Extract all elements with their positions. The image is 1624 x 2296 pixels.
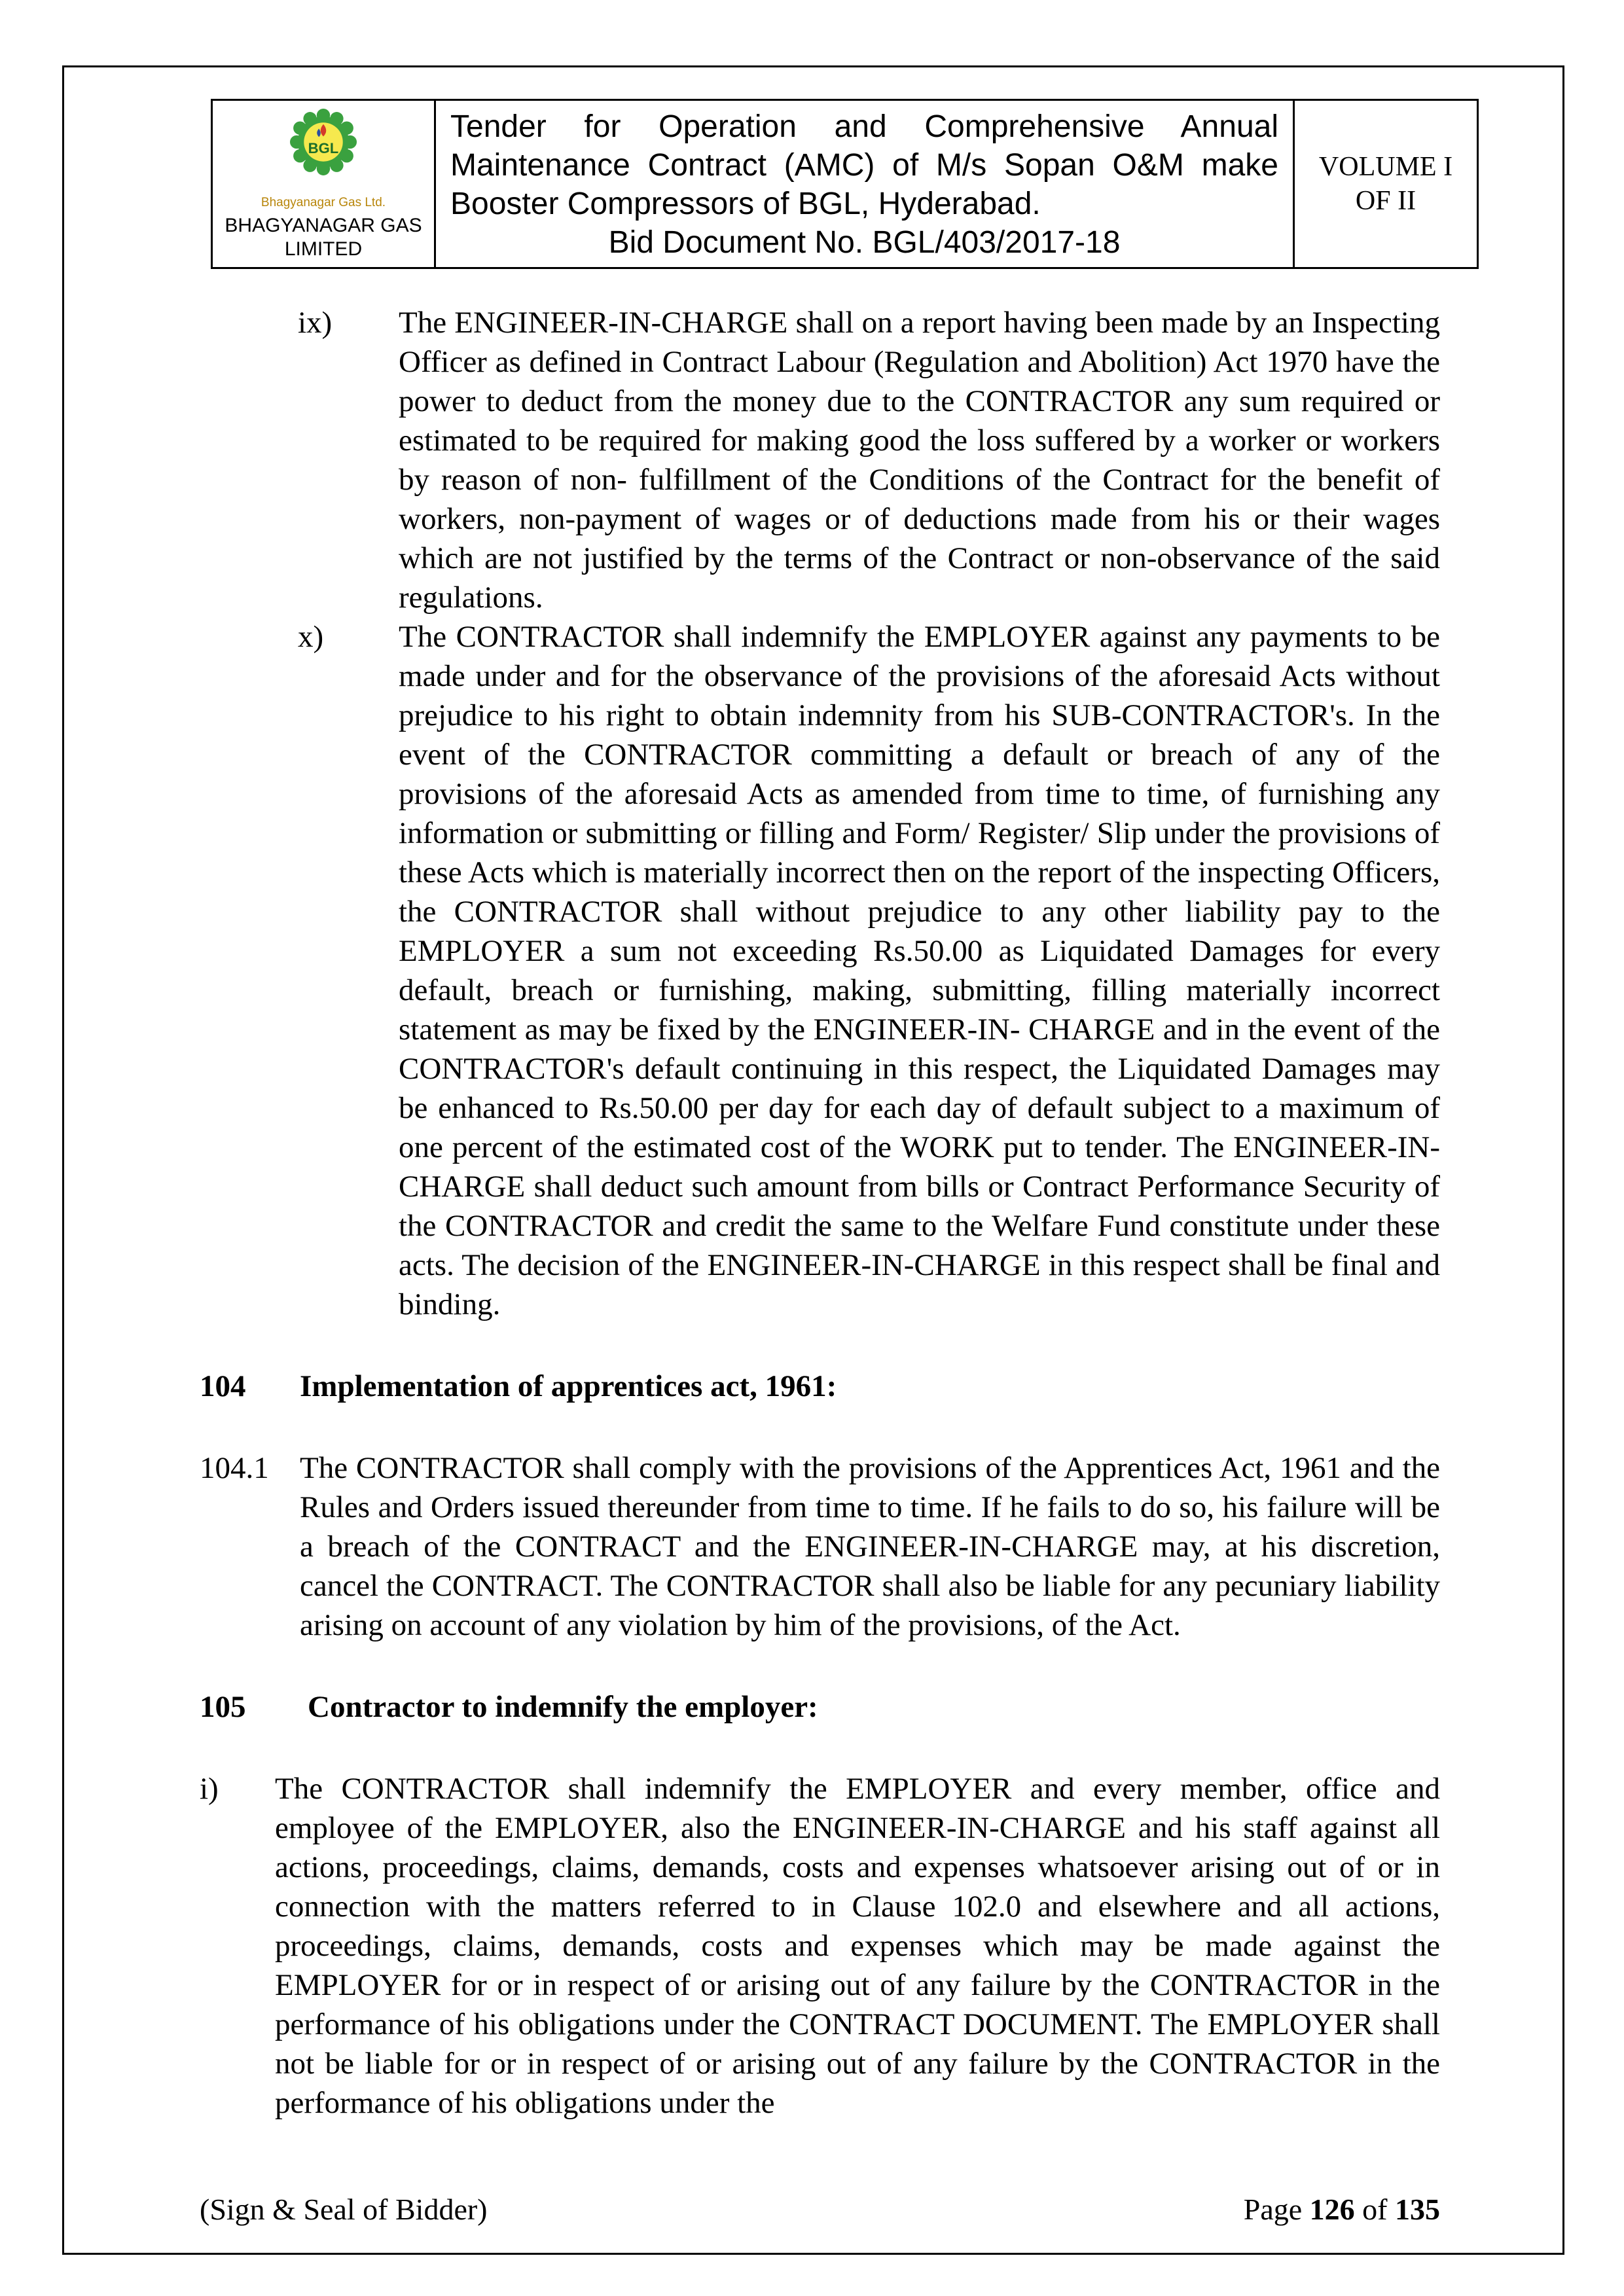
clause-104-1-text: The CONTRACTOR shall comply with the provisions of the Apprentices Act, 1961 and the Rules and Orders issued thereunder from time to time. If he fails to do so, his failure will be a breach of the CONTRACT and the ENGINEER-IN-CHARGE may, at his discretion, cancel the CONTRACT. The CONTRACTOR shall also be liable for any pecuniary liability arising on account of any violation by him of the provisions, of the Act. bbox=[300, 1451, 1440, 1642]
document-header bbox=[211, 99, 1479, 269]
clause-104-1 bbox=[200, 1448, 1440, 1645]
section-104-number: 104 bbox=[200, 1369, 246, 1403]
total-pages: 135 bbox=[1395, 2193, 1440, 2226]
page-number-indicator bbox=[1244, 2191, 1440, 2228]
volume-line2: OF II bbox=[1355, 186, 1416, 216]
volume-cell bbox=[1293, 101, 1477, 267]
logo-cell bbox=[213, 101, 436, 267]
list-item-x-label: x) bbox=[298, 620, 324, 654]
org-name bbox=[225, 214, 422, 261]
org-name-line1: BHAGYANAGAR GAS bbox=[225, 214, 422, 236]
page-footer bbox=[200, 2191, 1440, 2228]
list-item-ix-label: ix) bbox=[298, 306, 333, 340]
spacer bbox=[64, 1324, 1562, 1367]
section-104-heading bbox=[200, 1367, 1440, 1406]
list-item-ix-text: The ENGINEER-IN-CHARGE shall on a report having been made by an Inspecting Officer as defined in Contract Labour (Regulation and Abolition) Act 1970 have the power to deduct from the money due to the CONTRACTOR any sum required or estimated to be required for making good the loss suffered by a worker or workers by reason of non- fulfillment of the Conditions of the Contract for the benefit of workers, non-payment of wages or of deductions made from his or their wages which are not justified by the terms of the Contract or non-observance of the said regulations. bbox=[399, 306, 1440, 615]
bgl-logo-icon bbox=[268, 107, 379, 194]
of-word: of bbox=[1354, 2193, 1395, 2226]
section-105-title: Contractor to indemnify the employer: bbox=[308, 1690, 818, 1724]
svg-text:BGL: BGL bbox=[308, 139, 339, 156]
spacer bbox=[64, 1406, 1562, 1448]
clause-104-1-label: 104.1 bbox=[200, 1451, 269, 1485]
section-104-title: Implementation of apprentices act, 1961: bbox=[300, 1369, 837, 1403]
tender-title: Tender for Operation and Comprehensive Annual Maintenance Contract (AMC) of M/s Sopan O&M make Booster Compressors of BGL, Hyderabad. bbox=[450, 109, 1278, 221]
title-cell bbox=[436, 101, 1293, 267]
document-body bbox=[64, 303, 1562, 2123]
section-105-number: 105 bbox=[200, 1690, 246, 1724]
sign-seal-note: (Sign & Seal of Bidder) bbox=[200, 2193, 488, 2226]
list-item-i-label: i) bbox=[200, 1772, 219, 1806]
page-border bbox=[62, 65, 1564, 2255]
list-item-i-text: The CONTRACTOR shall indemnify the EMPLOYER and every member, office and employee of the EMPLOYER, also the ENGINEER-IN-CHARGE and his staff against all actions, proceedings, claims, demands, costs and expenses whatsoever arising out of or in connection with the matters referred to in Clause 102.0 and elsewhere and all actions, proceedings, claims, demands, costs and expenses which may be made against the EMPLOYER for or in respect of or arising out of any failure by the CONTRACTOR in the performance of his obligations under the CONTRACT DOCUMENT. The EMPLOYER shall not be liable for or in respect of or arising out of any failure by the CONTRACTOR in the performance of his obligations under the bbox=[275, 1772, 1440, 2120]
list-item-x-text: The CONTRACTOR shall indemnify the EMPLOYER against any payments to be made under and for the observance of the provisions of the aforesaid Acts without prejudice to his right to obtain indemnity from his SUB-CONTRACTOR's. In the event of the CONTRACTOR committing a default or breach of any of the provisions of the aforesaid Acts as amended from time to time, of furnishing any information or submitting or filling and Form/ Register/ Slip under the provisions of these Acts which is materially incorrect then on the report of the inspecting Officers, the CONTRACTOR shall without prejudice to any other liability pay to the EMPLOYER a sum not exceeding Rs.50.00 as Liquidated Damages for every default, breach or furnishing, making, submitting, filling materially incorrect statement as may be fixed by the ENGINEER-IN- CHARGE and in the event of the CONTRACTOR's default continuing in this respect, the Liquidated Damages may be enhanced to Rs.50.00 per day for each day of default subject to a maximum of one percent of the estimated cost of the WORK put to tender. The ENGINEER-IN-CHARGE shall deduct such amount from bills or Contract Performance Security of the CONTRACTOR and credit the same to the Welfare Fund constitute under these acts. The decision of the ENGINEER-IN-CHARGE in this respect shall be final and binding. bbox=[399, 620, 1440, 1321]
volume-line1: VOLUME I bbox=[1318, 152, 1453, 182]
spacer bbox=[64, 1645, 1562, 1687]
section-105-heading bbox=[200, 1687, 1440, 1727]
list-item-x bbox=[298, 617, 1440, 1324]
spacer bbox=[64, 1727, 1562, 1769]
logo-caption: Bhagyanagar Gas Ltd. bbox=[261, 195, 386, 209]
list-item-i bbox=[200, 1769, 1440, 2123]
page-word: Page bbox=[1243, 2193, 1310, 2226]
bid-document-number: Bid Document No. BGL/403/2017-18 bbox=[608, 225, 1121, 260]
list-item-ix bbox=[298, 303, 1440, 617]
org-name-line2: LIMITED bbox=[284, 238, 363, 260]
page-number: 126 bbox=[1309, 2193, 1355, 2226]
